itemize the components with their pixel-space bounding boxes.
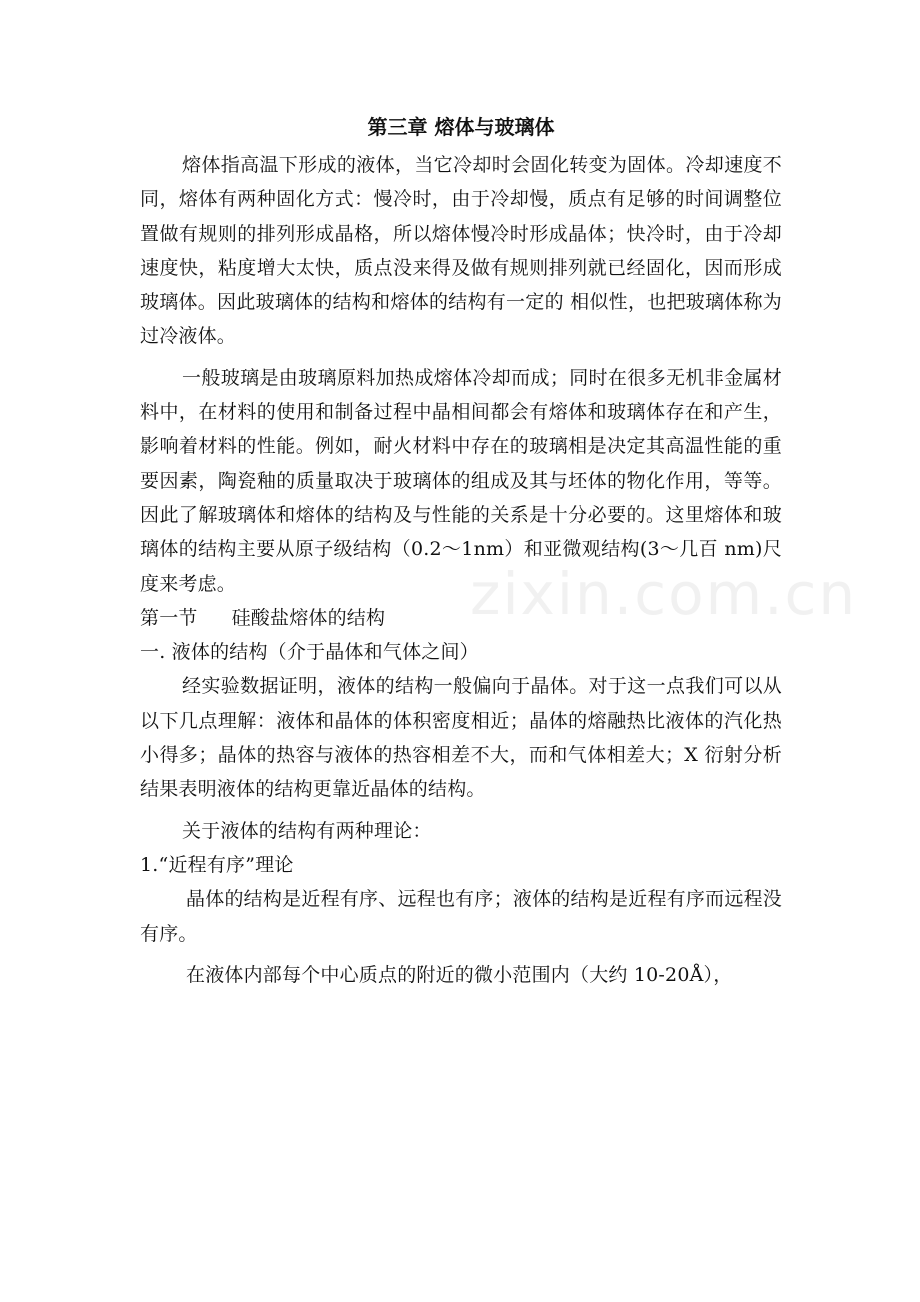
chapter-title: 第三章 熔体与玻璃体: [367, 115, 555, 139]
section-title: 硅酸盐熔体的结构: [231, 606, 386, 629]
section-number: 第一节: [140, 606, 198, 629]
watermark-text: zixin.com.cn: [470, 560, 858, 628]
theory-heading: 1.“近程有序”理论: [140, 853, 294, 876]
paragraph-gap: [140, 807, 782, 814]
paragraph-liquid-structure: 经实验数据证明，液体的结构一般偏向于晶体。对于这一点我们可以从以下几点理解：液体和晶体的体积密度相近；晶体的熔融热比液体的汽化热小得多；晶体的热容与液体的热容相差不大，而和气体相差大；X 衍射分析结果表明液体的结构更靠近晶体的结构。: [140, 675, 782, 801]
paragraph-short-range-order: 晶体的结构是近程有序、远程也有序；液体的结构是近程有序而远程没有序。: [140, 888, 782, 945]
subsection-heading: 一. 液体的结构（介于晶体和气体之间）: [140, 641, 479, 664]
paragraph-gap: [140, 354, 782, 361]
paragraph-gap: [140, 951, 782, 958]
document-body: [140, 110, 782, 992]
paragraph-theories: 关于液体的结构有两种理论：: [182, 819, 432, 842]
section-heading: [140, 601, 782, 635]
paragraph-glass: 一般玻璃是由玻璃原料加热成熔体冷却而成；同时在很多无机非金属材料中，在材料的使用和制备过程中晶相间都会有熔体和玻璃体存在和产生，影响着材料的性能。例如，耐火材料中存在的玻璃相是决定其高温性能的重要因素，陶瓷釉的质量取决于玻璃体的组成及其与坯体的物化作用，等等。因此了解玻璃体和熔体的结构及与性能的关系是十分必要的。这里熔体和玻璃体的结构主要从原子级结构（0.2～1nm）和亚微观结构(3～几百 nm)尺度来考虑。: [140, 366, 782, 595]
paragraph-center-particle: 在液体内部每个中心质点的附近的微小范围内（大约 10-20Å），: [186, 963, 733, 986]
paragraph-intro: 熔体指高温下形成的液体，当它冷却时会固化转变为固体。冷却速度不同，熔体有两种固化方式：慢冷时，由于冷却慢，质点有足够的时间调整位置做有规则的排列形成晶格，所以熔体慢冷时形成晶体；快冷时，由于冷却速度快，粘度增大太快，质点没来得及做有规则排列就已经固化，因而形成玻璃体。因此玻璃体的结构和熔体的结构有一定的 相似性，也把玻璃体称为过冷液体。: [140, 154, 782, 348]
